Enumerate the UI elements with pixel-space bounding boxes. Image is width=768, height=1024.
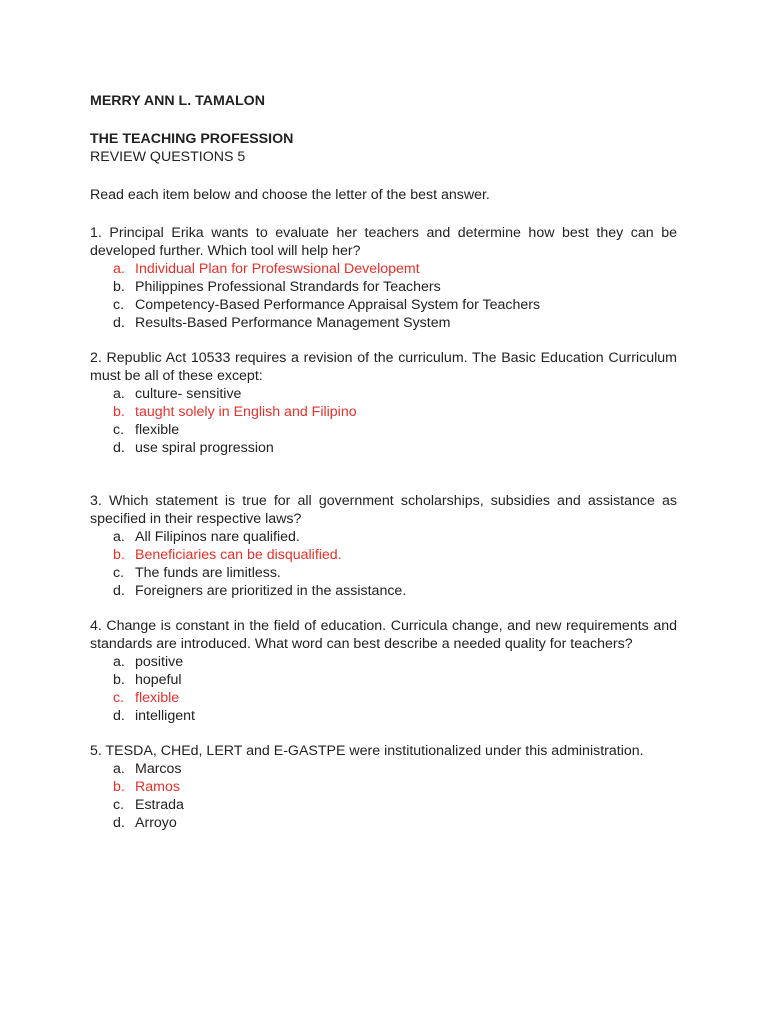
option-b <box>113 403 677 421</box>
option-text: positive <box>135 654 184 670</box>
option-text: Estrada <box>135 797 184 813</box>
option-d <box>113 707 677 725</box>
document-subtitle: REVIEW QUESTIONS 5 <box>90 149 246 165</box>
question-text: 2. Republic Act 10533 requires a revision of the curriculum. The Basic Education Curriculum must be all of these except: <box>90 350 677 384</box>
option-text: flexible <box>135 422 180 438</box>
option-letter: a. <box>113 386 125 402</box>
option-a <box>113 653 677 671</box>
option-c <box>113 796 677 814</box>
option-text: The funds are limitless. <box>135 565 281 581</box>
option-text: Individual Plan for Profeswsional Developemt <box>135 261 420 277</box>
option-text: Results-Based Performance Management System <box>135 315 451 331</box>
option-a <box>113 260 677 278</box>
option-text: Philippines Professional Strandards for Teachers <box>135 279 441 295</box>
option-letter: c. <box>113 297 125 313</box>
option-letter: b. <box>113 279 125 295</box>
option-letter: d. <box>113 440 125 456</box>
option-text: flexible <box>135 690 180 706</box>
option-letter: b. <box>113 547 125 563</box>
option-letter: c. <box>113 690 125 706</box>
option-text: Marcos <box>135 761 182 777</box>
option-text: Beneficiaries can be disqualified. <box>135 547 342 563</box>
option-d <box>113 814 677 832</box>
answer-options <box>90 385 677 457</box>
option-letter: b. <box>113 779 125 795</box>
option-letter: a. <box>113 261 125 277</box>
question-text: 1. Principal Erika wants to evaluate her teachers and determine how best they can be developed further. Which tool will help her? <box>90 225 677 259</box>
option-letter: c. <box>113 422 125 438</box>
option-c <box>113 689 677 707</box>
option-letter: b. <box>113 404 125 420</box>
option-text: All Filipinos nare qualified. <box>135 529 300 545</box>
instructions: Read each item below and choose the letter of the best answer. <box>90 187 490 203</box>
option-a <box>113 385 677 403</box>
answer-options <box>90 528 677 600</box>
option-b <box>113 278 677 296</box>
answer-options <box>90 760 677 832</box>
option-d <box>113 314 677 332</box>
option-text: Foreigners are prioritized in the assistance. <box>135 583 407 599</box>
document-page <box>90 92 677 832</box>
option-text: Ramos <box>135 779 180 795</box>
option-letter: c. <box>113 565 125 581</box>
option-text: use spiral progression <box>135 440 274 456</box>
question-text: 3. Which statement is true for all government scholarships, subsidies and assistance as specified in their respective laws? <box>90 493 677 527</box>
question-4 <box>90 617 677 725</box>
option-letter: a. <box>113 761 125 777</box>
option-text: Arroyo <box>135 815 177 831</box>
option-letter: a. <box>113 529 125 545</box>
option-letter: c. <box>113 797 125 813</box>
option-letter: d. <box>113 315 125 331</box>
option-b <box>113 546 677 564</box>
option-c <box>113 296 677 314</box>
question-text: 5. TESDA, CHEd, LERT and E-GASTPE were institutionalized under this administration. <box>90 743 644 759</box>
option-text: intelligent <box>135 708 195 724</box>
question-1 <box>90 224 677 332</box>
option-b <box>113 671 677 689</box>
author-name: MERRY ANN L. TAMALON <box>90 93 265 109</box>
question-text: 4. Change is constant in the field of education. Curricula change, and new requirements and standards are introduced. What word can best describe a needed quality for teachers? <box>90 618 677 652</box>
option-letter: d. <box>113 708 125 724</box>
answer-options <box>90 260 677 332</box>
option-letter: d. <box>113 815 125 831</box>
option-text: hopeful <box>135 672 182 688</box>
option-d <box>113 582 677 600</box>
option-text: taught solely in English and Filipino <box>135 404 357 420</box>
question-3 <box>90 492 677 600</box>
question-5 <box>90 742 677 832</box>
option-a <box>113 760 677 778</box>
option-text: Competency-Based Performance Appraisal System for Teachers <box>135 297 541 313</box>
option-b <box>113 778 677 796</box>
option-letter: d. <box>113 583 125 599</box>
option-d <box>113 439 677 457</box>
option-a <box>113 528 677 546</box>
option-c <box>113 421 677 439</box>
option-letter: b. <box>113 672 125 688</box>
option-text: culture- sensitive <box>135 386 242 402</box>
document-title: THE TEACHING PROFESSION <box>90 131 294 147</box>
question-2 <box>90 349 677 457</box>
option-c <box>113 564 677 582</box>
option-letter: a. <box>113 654 125 670</box>
answer-options <box>90 653 677 725</box>
